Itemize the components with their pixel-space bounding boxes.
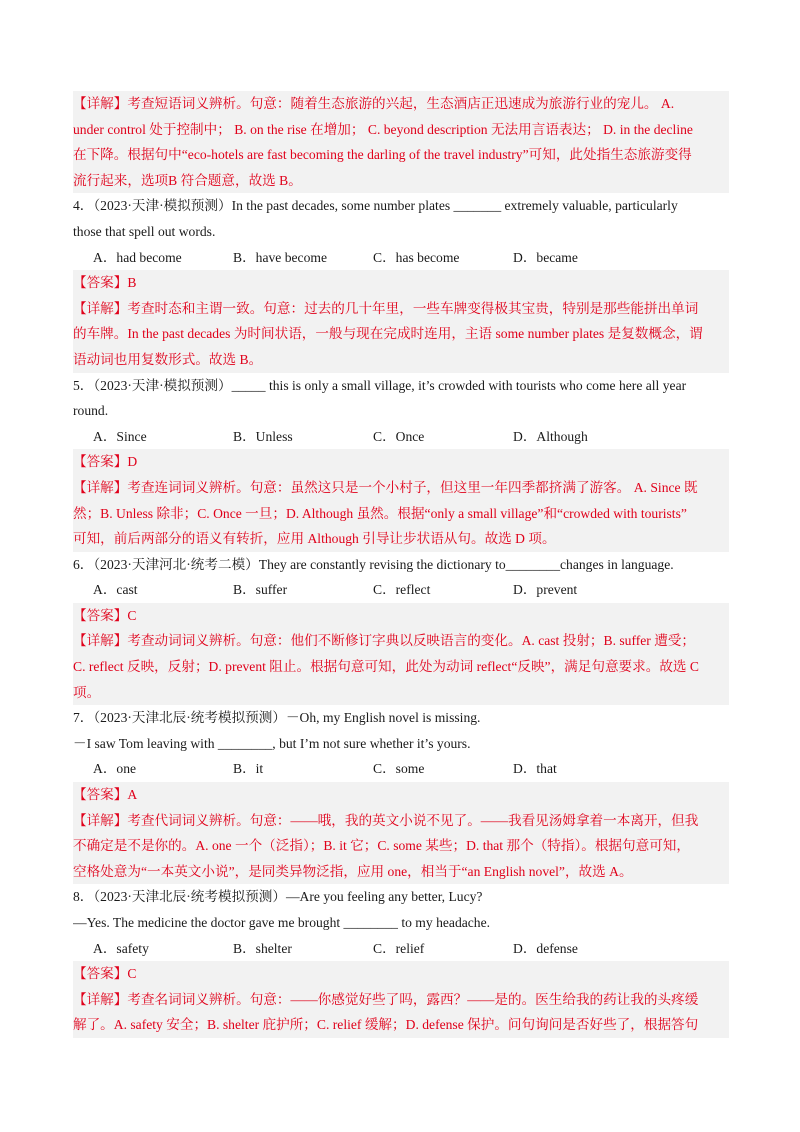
explanation-line: 可知，前后两部分的语义有转折，应用 Although 引导让步状语从句。故选 D 项。 xyxy=(73,526,729,552)
question-8 xyxy=(73,884,729,1038)
explanation-block-prev xyxy=(73,91,729,193)
question-6 xyxy=(73,552,729,706)
explanation-line: 然；B. Unless 除非；C. Once 一旦；D. Although 虽然。根据“only a small village”和“crowded with tourists” xyxy=(73,501,729,527)
option-row xyxy=(73,245,729,271)
explanation-line: 【详解】考查动词词义辨析。句意：他们不断修订字典以反映语言的变化。A. cast 投射；B. suffer 遭受； xyxy=(73,628,729,654)
explanation-line: 流行起来，选项B 符合题意，故选 B。 xyxy=(73,168,729,194)
option-c: C．Once xyxy=(373,428,425,444)
answer-line: 【答案】B xyxy=(73,270,729,296)
option-c: C．has become xyxy=(373,249,460,265)
question-5 xyxy=(73,373,729,552)
option-b: B．have become xyxy=(233,249,327,265)
explanation-line: C. reflect 反映，反射；D. prevent 阻止。根据句意可知，此处为动词 reflect“反映”，满足句意要求。故选 C xyxy=(73,654,729,680)
question-7 xyxy=(73,705,729,884)
option-a: A．one xyxy=(93,761,137,777)
explanation-line: 在下降。根据句中“eco-hotels are fast becoming the darling of the travel industry”可知，此处指生态旅游变得 xyxy=(73,142,729,168)
answer-line: 【答案】A xyxy=(73,782,729,808)
question-stem: round. xyxy=(73,403,109,419)
option-b: B．shelter xyxy=(233,940,292,956)
explanation-line: 【详解】考查名词词义辨析。句意：——你感觉好些了吗，露西？——是的。医生给我的药让我的头疼缓 xyxy=(73,987,729,1013)
option-c: C．relief xyxy=(373,940,425,956)
explanation-line: 【详解】考查连词词义辨析。句意：虽然这只是一个小村子，但这里一年四季都挤满了游客。 A. Since 既 xyxy=(73,475,729,501)
option-row xyxy=(73,424,729,450)
explanation-line: under control 处于控制中； B. on the rise 在增加； C. beyond description 无法用言语表达； D. in the decline xyxy=(73,117,729,143)
option-b: B．Unless xyxy=(233,428,293,444)
option-d: D．that xyxy=(513,761,557,777)
explanation-line: 解了。A. safety 安全；B. shelter 庇护所；C. relief 缓解；D. defense 保护。问句询问是否好些了，根据答句 xyxy=(73,1012,729,1038)
option-c: C．some xyxy=(373,761,425,777)
option-c: C．reflect xyxy=(373,582,431,598)
explanation-line: 不确定是不是你的。A. one 一个（泛指）；B. it 它；C. some 某些；D. that 那个（特指）。根据句意可知， xyxy=(73,833,729,859)
question-stem: 4．（2023·天津·模拟预测）In the past decades, some number plates _______ extremely valuable, particularly xyxy=(73,198,678,214)
option-row xyxy=(73,936,729,962)
question-stem: －I saw Tom leaving with ________, but I’m not sure whether it’s yours. xyxy=(73,735,471,751)
question-4 xyxy=(73,193,729,372)
option-a: A．safety xyxy=(93,940,149,956)
answer-line: 【答案】C xyxy=(73,603,729,629)
explanation-line: 【详解】考查代词词义辨析。句意：——哦，我的英文小说不见了。——我看见汤姆拿着一本离开，但我 xyxy=(73,808,729,834)
option-row xyxy=(73,577,729,603)
option-d: D．became xyxy=(513,249,578,265)
option-b: B．suffer xyxy=(233,582,288,598)
question-stem: 7．（2023·天津北辰·统考模拟预测）－Oh, my English novel is missing. xyxy=(73,710,481,726)
option-d: D．defense xyxy=(513,940,578,956)
option-a: A．Since xyxy=(93,428,147,444)
explanation-line: 空格处意为“一本英文小说”，是同类异物泛指，应用 one，相当于“an English novel”，故选 A。 xyxy=(73,859,729,885)
explanation-line: 语动词也用复数形式。故选 B。 xyxy=(73,347,729,373)
explanation-line: 的车牌。In the past decades 为时间状语，一般与现在完成时连用，主语 some number plates 是复数概念，谓 xyxy=(73,321,729,347)
option-a: A．had become xyxy=(93,249,182,265)
page-content xyxy=(73,91,729,1038)
option-a: A．cast xyxy=(93,582,138,598)
explanation-line: 【详解】考查短语词义辨析。句意：随着生态旅游的兴起，生态酒店正迅速成为旅游行业的宠儿。 A. xyxy=(73,91,729,117)
explanation-line: 项。 xyxy=(73,680,729,706)
question-stem: 6．（2023·天津河北·统考二模）They are constantly revising the dictionary to________changes in language. xyxy=(73,556,674,572)
answer-line: 【答案】D xyxy=(73,449,729,475)
option-b: B．it xyxy=(233,761,264,777)
answer-line: 【答案】C xyxy=(73,961,729,987)
explanation-line: 【详解】考查时态和主谓一致。句意：过去的几十年里，一些车牌变得极其宝贵，特别是那些能拼出单词 xyxy=(73,296,729,322)
question-stem: 8．（2023·天津北辰·统考模拟预测）—Are you feeling any better, Lucy? xyxy=(73,889,483,905)
option-d: D．prevent xyxy=(513,582,578,598)
option-row xyxy=(73,756,729,782)
question-stem: —Yes. The medicine the doctor gave me brought ________ to my headache. xyxy=(73,915,491,930)
option-d: D．Although xyxy=(513,428,588,444)
question-stem: 5．（2023·天津·模拟预测）_____ this is only a small village, it’s crowded with tourists who come here all year xyxy=(73,377,687,393)
question-stem: those that spell out words. xyxy=(73,223,216,239)
